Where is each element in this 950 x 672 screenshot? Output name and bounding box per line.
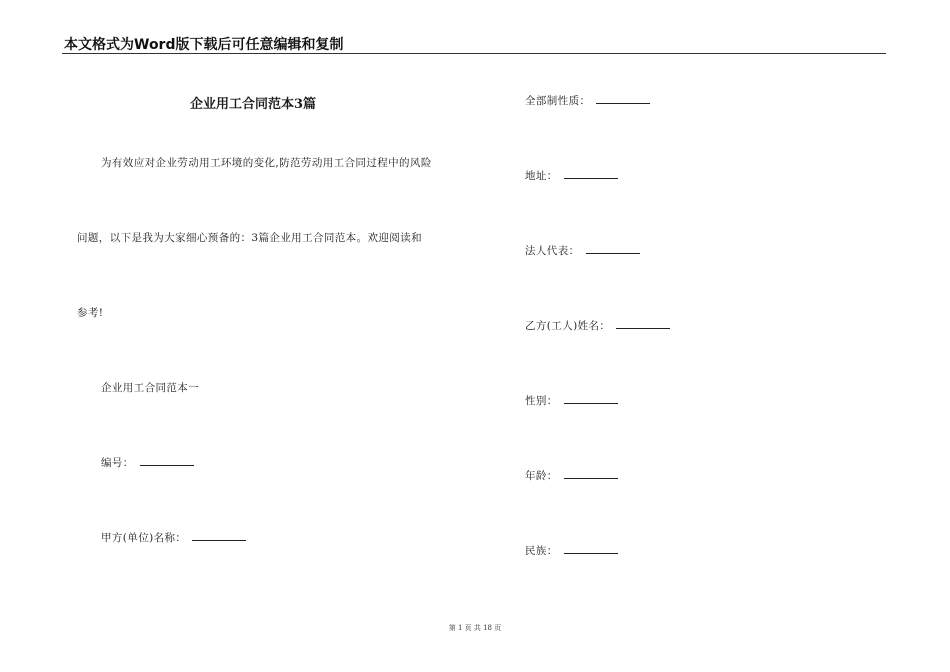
header-divider <box>62 53 886 54</box>
field-label: 甲方(单位)名称： <box>101 532 187 544</box>
blank-line <box>564 468 618 479</box>
document-title: 企业用工合同范本3篇 <box>190 97 317 112</box>
blank-line <box>564 543 618 554</box>
section-heading: 企业用工合同范本一 <box>101 382 200 394</box>
field-ethnicity <box>525 543 618 558</box>
field-label: 编号： <box>101 457 134 469</box>
field-label: 性别： <box>525 395 558 407</box>
intro-line-2: 问题，以下是我为大家细心预备的：3篇企业用工合同范本。欢迎阅读和 <box>77 232 422 244</box>
blank-line <box>564 168 618 179</box>
intro-line-3: 参考! <box>77 307 104 319</box>
field-party-a-name <box>101 530 246 545</box>
field-label: 乙方(工人)姓名： <box>525 320 611 332</box>
field-label: 年龄： <box>525 470 558 482</box>
page-number: 第 1 页 共 18 页 <box>448 624 502 632</box>
field-ownership-type <box>525 93 650 108</box>
blank-line <box>140 455 194 466</box>
field-legal-representative <box>525 243 640 258</box>
field-age <box>525 468 618 483</box>
blank-line <box>586 243 640 254</box>
field-label: 法人代表： <box>525 245 580 257</box>
page-header: 本文格式为Word版下载后可任意编辑和复制 <box>64 37 344 53</box>
field-gender <box>525 393 618 408</box>
field-label: 地址： <box>525 170 558 182</box>
blank-line <box>192 530 246 541</box>
field-contract-number <box>101 455 194 470</box>
blank-line <box>596 93 650 104</box>
field-label: 民族： <box>525 545 558 557</box>
blank-line <box>564 393 618 404</box>
field-party-b-name <box>525 318 670 333</box>
blank-line <box>616 318 670 329</box>
field-address <box>525 168 618 183</box>
field-label: 全部制性质： <box>525 95 591 107</box>
intro-line-1: 为有效应对企业劳动用工环境的变化,防范劳动用工合同过程中的风险 <box>101 157 432 169</box>
